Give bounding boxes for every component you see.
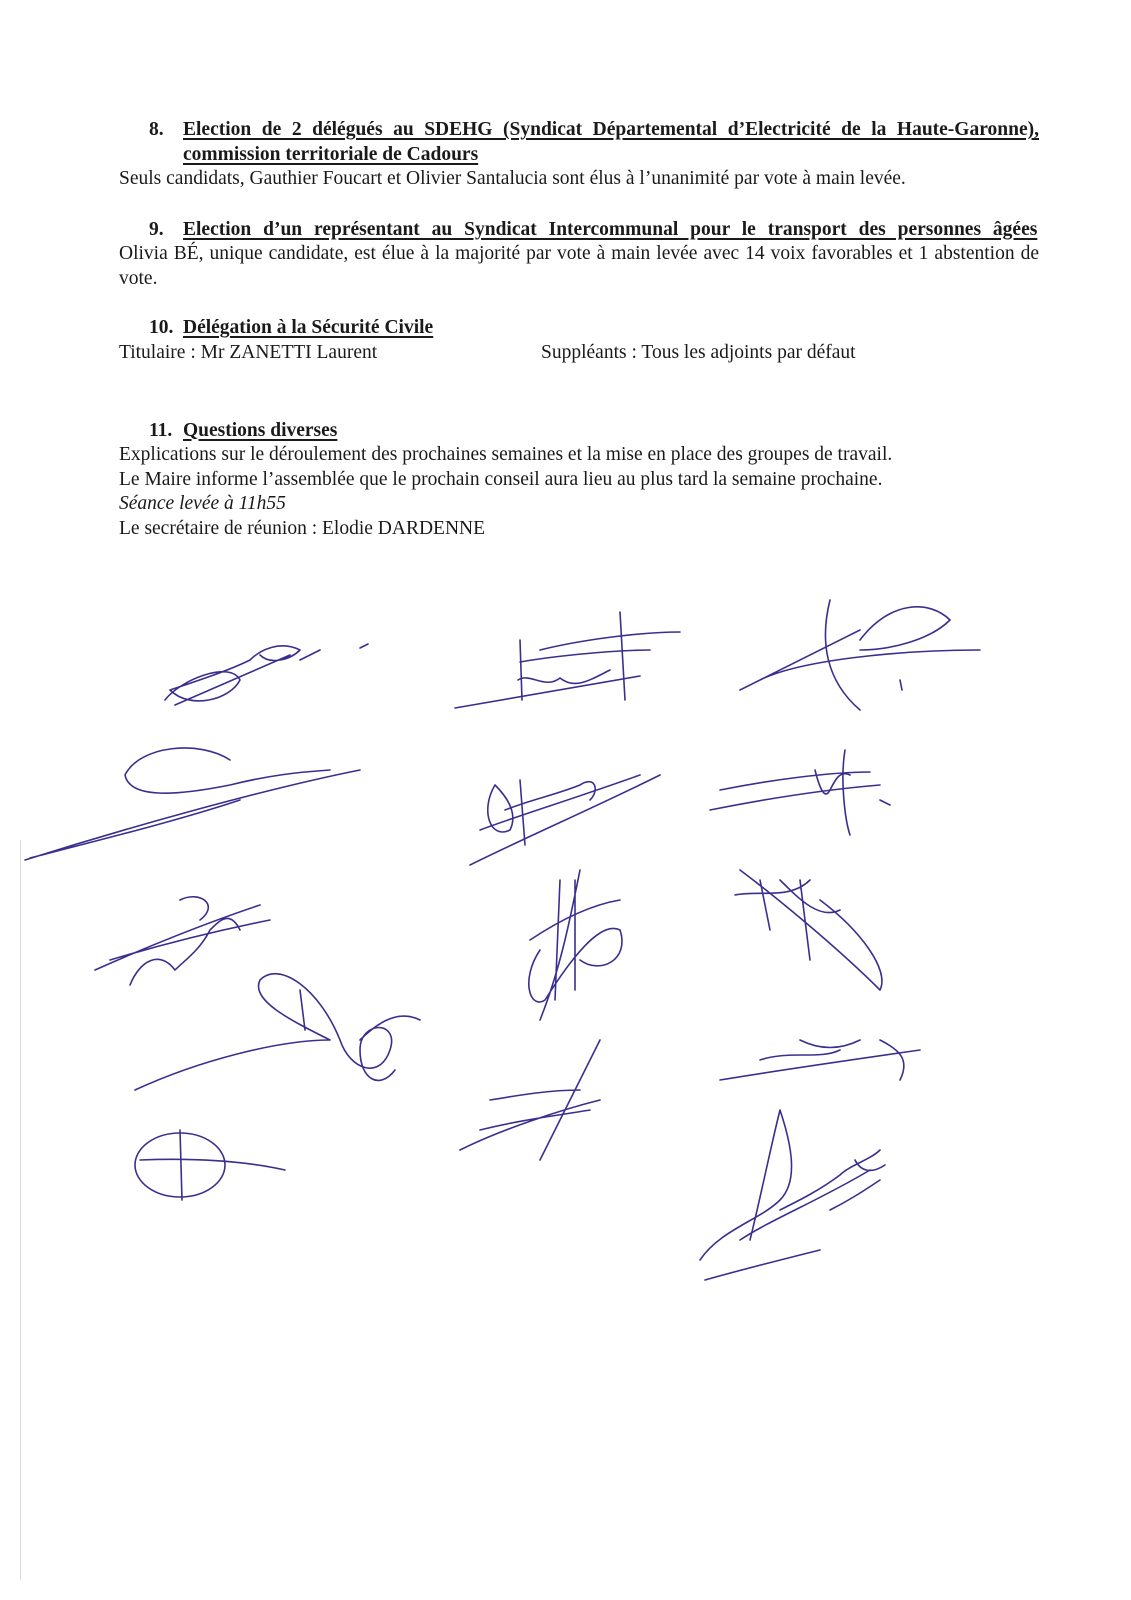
signature-8 xyxy=(529,870,622,1020)
minutes-content xyxy=(119,118,1039,541)
signature-11 xyxy=(460,1040,600,1160)
signature-1 xyxy=(165,644,368,705)
section-11 xyxy=(119,419,1039,542)
closing-time: Séance levée à 11h55 xyxy=(119,493,286,514)
section-8-body: Seuls candidats, Gauthier Foucart et Olivier Santalucia sont élus à l’unanimité par vote à main levée. xyxy=(119,168,906,189)
scan-edge-line xyxy=(20,840,21,1580)
signature-3 xyxy=(740,600,980,710)
signature-2 xyxy=(455,612,680,708)
signature-7 xyxy=(95,897,270,985)
signature-10 xyxy=(135,974,420,1090)
section-9-title: Election d’un représentant au Syndicat Intercommunal pour le transport des personnes âgées xyxy=(183,218,1038,240)
titulaire-text: Titulaire : Mr ZANETTI Laurent xyxy=(119,341,378,363)
signature-4 xyxy=(25,748,360,860)
section-11-number: 11. xyxy=(149,419,173,441)
secretary-line: Le secrétaire de réunion : Elodie DARDENNE xyxy=(119,517,486,539)
section-10 xyxy=(119,316,1039,367)
signature-13 xyxy=(135,1130,285,1200)
section-10-delegates xyxy=(119,341,1039,367)
section-9-number: 9. xyxy=(149,218,164,240)
section-8-title: Election de 2 délégués au SDEHG (Syndicat Départemental d’Electricité de la Haute-Garonne), commission territoriale de Cadours xyxy=(183,119,1039,165)
signature-6 xyxy=(710,750,890,835)
section-9-heading xyxy=(119,218,1039,243)
section-11-line-1: Explications sur le déroulement des prochaines semaines et la mise en place des groupes de travail. xyxy=(119,444,893,465)
section-11-line-2: Le Maire informe l’assemblée que le prochain conseil aura lieu au plus tard la semaine prochaine. xyxy=(119,468,883,490)
section-8-number: 8. xyxy=(149,119,164,140)
section-9 xyxy=(119,218,1039,292)
signature-9 xyxy=(735,870,882,990)
section-11-title: Questions diverses xyxy=(183,419,338,441)
signature-5 xyxy=(470,775,660,865)
signature-15 xyxy=(830,1160,885,1210)
section-11-heading xyxy=(119,419,1039,444)
section-9-body: Olivia BÉ, unique candidate, est élue à la majorité par vote à main levée avec 14 voix favorables et 1 abstention de vote. xyxy=(119,243,1039,289)
suppleants-text: Suppléants : Tous les adjoints par défaut xyxy=(541,341,856,363)
signature-12 xyxy=(720,1040,920,1080)
section-10-title: Délégation à la Sécurité Civile xyxy=(183,317,434,338)
section-8-heading xyxy=(119,118,1039,167)
signature-14 xyxy=(700,1110,880,1280)
section-8 xyxy=(119,118,1039,192)
section-10-number: 10. xyxy=(149,317,174,338)
section-10-heading xyxy=(119,316,1039,341)
